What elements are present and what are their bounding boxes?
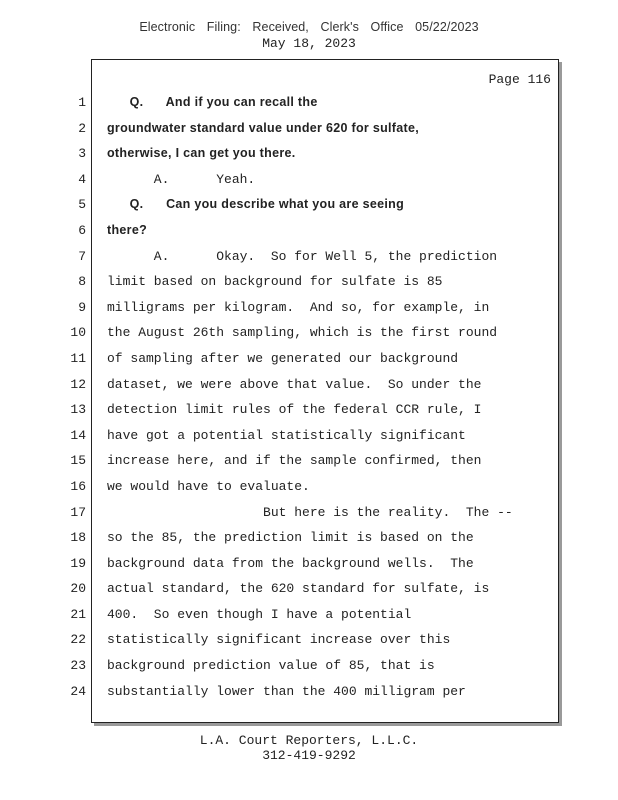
answer-line: of sampling after we generated our background — [107, 350, 459, 366]
line-number: 20 — [70, 581, 86, 597]
line-number: 21 — [70, 606, 86, 622]
line-number: 8 — [78, 274, 86, 290]
answer-line: milligrams per kilogram. And so, for example, in — [107, 299, 490, 315]
answer-line: dataset, we were above that value. So under the — [107, 376, 482, 392]
line-number: 23 — [70, 658, 86, 674]
answer-line: But here is the reality. The -- — [107, 504, 513, 520]
document-date: May 18, 2023 — [262, 36, 356, 51]
transcript-text — [107, 94, 547, 708]
line-number: 16 — [70, 478, 86, 494]
answer-line: so the 85, the prediction limit is based on the — [107, 530, 474, 546]
court-reporter-phone: 312-419-9292 — [262, 748, 356, 763]
line-number: 18 — [70, 530, 86, 546]
answer-line: background data from the background wells. The — [107, 555, 474, 571]
line-number: 10 — [70, 325, 86, 341]
answer-line: we would have to evaluate. — [107, 478, 310, 494]
answer-line: A. Yeah. — [107, 171, 256, 187]
answer-line: substantially lower than the 400 milligram per — [107, 683, 466, 699]
line-number: 14 — [70, 427, 86, 443]
question-line: there? — [107, 222, 148, 237]
question-line: Q. Can you describe what you are seeing — [107, 197, 405, 212]
line-number-column — [60, 94, 86, 708]
question-line: otherwise, I can get you there. — [107, 146, 296, 161]
filing-stamp: Electronic Filing: Received, Clerk's Office 05/22/2023 — [139, 20, 479, 34]
answer-line: the August 26th sampling, which is the first round — [107, 325, 498, 341]
answer-line: 400. So even though I have a potential — [107, 606, 412, 622]
court-reporter-name: L.A. Court Reporters, L.L.C. — [199, 733, 419, 748]
question-line: Q. And if you can recall the — [107, 95, 318, 109]
line-number: 6 — [78, 222, 86, 238]
answer-line: increase here, and if the sample confirmed, then — [107, 453, 482, 469]
line-number: 24 — [70, 683, 86, 699]
answer-line: have got a potential statistically significant — [107, 427, 466, 443]
line-number: 2 — [78, 120, 86, 136]
answer-line: limit based on background for sulfate is 85 — [107, 274, 443, 290]
line-number: 11 — [70, 350, 86, 366]
line-number: 3 — [78, 146, 86, 162]
line-number: 12 — [70, 376, 86, 392]
answer-line: actual standard, the 620 standard for sulfate, is — [107, 581, 490, 597]
line-number: 19 — [70, 555, 86, 571]
line-number: 17 — [70, 504, 86, 520]
line-number: 13 — [70, 402, 86, 418]
line-number: 1 — [78, 95, 86, 110]
answer-line: detection limit rules of the federal CCR rule, I — [107, 402, 482, 418]
line-number: 4 — [78, 171, 86, 187]
answer-line: statistically significant increase over this — [107, 632, 451, 648]
line-number: 22 — [70, 632, 86, 648]
answer-line: background prediction value of 85, that is — [107, 658, 435, 674]
answer-line: A. Okay. So for Well 5, the prediction — [107, 248, 498, 264]
line-number: 9 — [78, 299, 86, 315]
question-line: groundwater standard value under 620 for sulfate, — [107, 120, 419, 135]
line-number: 15 — [70, 453, 86, 469]
line-number: 5 — [78, 197, 86, 213]
page-number: Page 116 — [488, 72, 551, 87]
line-number: 7 — [78, 248, 86, 264]
